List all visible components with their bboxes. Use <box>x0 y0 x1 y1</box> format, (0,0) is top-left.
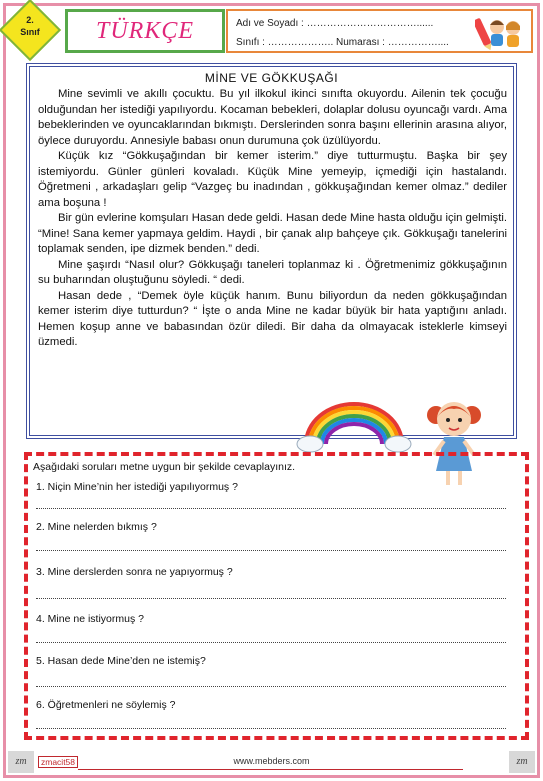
story-paragraph: Küçük kız “Gökkuşağından bir kemer isterim.” diye tutturmuştu. Başka bir şey istemiyordu. Günler günleri kovaladı. Küçük Mine yemeyip, içmediği için hastalandı. Öğretmeni , arkadaşları gelip “Vazgeç bu inadından , gökkuşağından kemer olmaz.” dediler ama boşuna ! <box>38 150 507 209</box>
question-3: 3. Mine derslerden sonra ne yapıyormuş ? <box>36 566 233 578</box>
footer-logo-right: zm <box>509 751 535 773</box>
story-paragraph: Bir gün evlerine komşuları Hasan dede geldi. Hasan dede Mine hasta olduğu için gelmişti. “Mine! Sana kemer yapmaya geldim. Haydi , bir çanak alıp bahçeye çık. Gökkuşağı tanelerini toplamak senden, ipe dizmek benden.” dedi. <box>38 212 507 255</box>
student-info-box <box>226 9 533 53</box>
grade-label: Sınıf <box>20 27 40 37</box>
questions-box <box>24 452 529 740</box>
grade-number: 2. <box>26 15 34 25</box>
name-field[interactable]: Adı ve Soyadı : ……………………………...... <box>236 18 434 29</box>
subject-title: TÜRKÇE <box>95 17 194 44</box>
rainbow-illustration <box>296 398 412 454</box>
kids-with-pencil-icon <box>475 15 527 51</box>
story-text <box>38 87 507 351</box>
answer-line-3[interactable] <box>36 598 506 599</box>
story-box <box>26 63 517 439</box>
story-paragraph: Mine şaşırdı “Nasıl olur? Gökkuşağı taneleri toplanmaz ki . Öğretmenimiz gökkuşağının su buharından oluştuğunu söyledi. “ dedi. <box>38 258 507 286</box>
footer-code: zmacit58 <box>38 756 78 768</box>
answer-line-2[interactable] <box>36 550 506 551</box>
grade-text <box>8 14 52 38</box>
story-paragraph: Hasan dede , “Demek öyle küçük hanım. Bunu biliyordun da neden gökkuşağından kemer isterim diye tutturdun? “ İşte o anda Mine ne kadar büyük bir hata yaptığını anladı. Hemen koşup anne ve babasından özür diledi. Bir daha da olmayacak isteklerle kimseyi üzmedi. <box>38 289 507 348</box>
footer-divider <box>78 769 463 770</box>
subject-box <box>65 9 225 53</box>
question-2: 2. Mine nelerden bıkmış ? <box>36 521 157 533</box>
story-title: MİNE VE GÖKKUŞAĞI <box>204 71 339 85</box>
question-5: 5. Hasan dede Mine’den ne istemiş? <box>36 655 206 667</box>
class-number-field[interactable]: Sınıfı : ……………….. Numarası : …………….... <box>236 37 449 48</box>
answer-line-5[interactable] <box>36 686 506 687</box>
question-6: 6. Öğretmenleri ne söylemiş ? <box>36 699 176 711</box>
footer-logo-left: zm <box>8 751 34 773</box>
questions-instruction: Aşağıdaki soruları metne uygun bir şekilde cevaplayınız. <box>33 461 296 473</box>
footer <box>8 751 535 775</box>
answer-line-1[interactable] <box>36 508 506 509</box>
story-paragraph: Mine sevimli ve akıllı çocuktu. Bu yıl ilkokul ikinci sınıfta okuyordu. Ailenin tek çocuğu olduğundan her istediği yapılıyordu. Kocaman bebekleri, dolaplar dolusu oyuncağı vardı. Ama bebeklerinden ve oyuncaklarından bıkmıştı. Derslerinden sonra başını ellerinin arasına alıyor, öylece duruyordu. Annesiyle babası onun durumuna çok üzülüyordu. <box>38 88 507 147</box>
footer-url[interactable]: www.mebders.com <box>233 756 310 766</box>
question-1: 1. Niçin Mine’nin her istediği yapılıyormuş ? <box>36 481 238 493</box>
question-4: 4. Mine ne istiyormuş ? <box>36 613 144 625</box>
answer-line-4[interactable] <box>36 642 506 643</box>
answer-line-6[interactable] <box>36 728 506 729</box>
